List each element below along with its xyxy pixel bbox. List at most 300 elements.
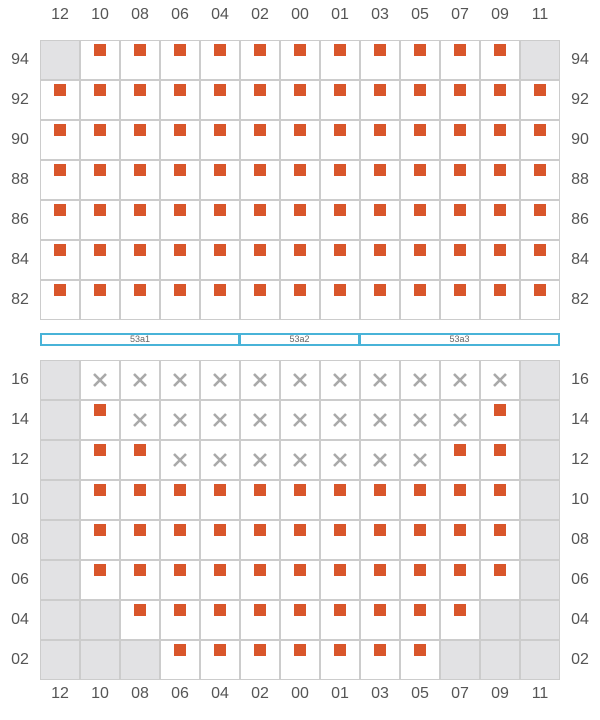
seat-unavailable-16-03: [361, 361, 399, 399]
square-seat-icon: [214, 604, 226, 616]
seat-04-07[interactable]: [441, 601, 479, 639]
seat-06-03[interactable]: [361, 561, 399, 599]
seat-82-06[interactable]: [161, 281, 199, 319]
seat-08-06[interactable]: [161, 521, 199, 559]
seat-unavailable-16-07: [441, 361, 479, 399]
square-seat-icon: [134, 164, 146, 176]
seat-94-01[interactable]: [321, 41, 359, 79]
blocked-cell: [521, 641, 559, 679]
square-seat-icon: [214, 284, 226, 296]
seat-90-08[interactable]: [121, 121, 159, 159]
seat-10-00[interactable]: [281, 481, 319, 519]
blocked-cell: [521, 481, 559, 519]
seat-92-11[interactable]: [521, 81, 559, 119]
row-label-86: 86: [11, 211, 29, 228]
seat-94-09[interactable]: [481, 41, 519, 79]
x-mark-icon: [253, 413, 267, 427]
seat-08-05[interactable]: [401, 521, 439, 559]
blocked-cell: [41, 361, 79, 399]
seat-unavailable-12-04: [201, 441, 239, 479]
square-seat-icon: [334, 204, 346, 216]
row-label-04: 04: [11, 611, 29, 628]
seat-04-06[interactable]: [161, 601, 199, 639]
seat-92-12[interactable]: [41, 81, 79, 119]
seat-92-06[interactable]: [161, 81, 199, 119]
seat-90-05[interactable]: [401, 121, 439, 159]
square-seat-icon: [174, 204, 186, 216]
row-label-08: 08: [571, 531, 589, 548]
seat-92-08[interactable]: [121, 81, 159, 119]
column-label-12: 12: [51, 6, 69, 23]
seat-02-05[interactable]: [401, 641, 439, 679]
seat-82-03[interactable]: [361, 281, 399, 319]
seat-08-02[interactable]: [241, 521, 279, 559]
square-seat-icon: [294, 44, 306, 56]
seat-04-03[interactable]: [361, 601, 399, 639]
row-label-84: 84: [11, 251, 29, 268]
seat-02-02[interactable]: [241, 641, 279, 679]
seat-90-02[interactable]: [241, 121, 279, 159]
x-mark-icon: [333, 373, 347, 387]
seat-90-01[interactable]: [321, 121, 359, 159]
seat-12-10[interactable]: [81, 441, 119, 479]
seat-94-10[interactable]: [81, 41, 119, 79]
seat-12-07[interactable]: [441, 441, 479, 479]
square-seat-icon: [374, 84, 386, 96]
seat-86-00[interactable]: [281, 201, 319, 239]
seat-unavailable-12-05: [401, 441, 439, 479]
column-label-03: 03: [371, 685, 389, 702]
row-label-88: 88: [11, 171, 29, 188]
seat-92-01[interactable]: [321, 81, 359, 119]
seat-86-09[interactable]: [481, 201, 519, 239]
section-tab-53a1[interactable]: 53a1: [40, 333, 240, 346]
seat-88-02[interactable]: [241, 161, 279, 199]
square-seat-icon: [54, 84, 66, 96]
seat-unavailable-16-09: [481, 361, 519, 399]
square-seat-icon: [494, 484, 506, 496]
seat-84-06[interactable]: [161, 241, 199, 279]
seat-unavailable-14-00: [281, 401, 319, 439]
seat-04-00[interactable]: [281, 601, 319, 639]
seat-08-10[interactable]: [81, 521, 119, 559]
seat-82-10[interactable]: [81, 281, 119, 319]
x-mark-icon: [293, 413, 307, 427]
seat-92-00[interactable]: [281, 81, 319, 119]
seat-92-03[interactable]: [361, 81, 399, 119]
column-label-07: 07: [451, 6, 469, 23]
seat-82-12[interactable]: [41, 281, 79, 319]
square-seat-icon: [254, 644, 266, 656]
seat-10-10[interactable]: [81, 481, 119, 519]
seat-82-08[interactable]: [121, 281, 159, 319]
square-seat-icon: [374, 244, 386, 256]
square-seat-icon: [454, 564, 466, 576]
square-seat-icon: [414, 644, 426, 656]
seat-12-08[interactable]: [121, 441, 159, 479]
seat-88-11[interactable]: [521, 161, 559, 199]
seat-02-01[interactable]: [321, 641, 359, 679]
square-seat-icon: [94, 524, 106, 536]
square-seat-icon: [134, 204, 146, 216]
column-label-06: 06: [171, 685, 189, 702]
seat-86-03[interactable]: [361, 201, 399, 239]
square-seat-icon: [54, 284, 66, 296]
seat-90-11[interactable]: [521, 121, 559, 159]
square-seat-icon: [334, 524, 346, 536]
seat-unavailable-16-10: [81, 361, 119, 399]
column-label-04: 04: [211, 6, 229, 23]
seat-92-09[interactable]: [481, 81, 519, 119]
x-mark-icon: [133, 413, 147, 427]
square-seat-icon: [494, 44, 506, 56]
row-label-04: 04: [571, 611, 589, 628]
square-seat-icon: [334, 44, 346, 56]
row-label-82: 82: [11, 291, 29, 308]
square-seat-icon: [254, 44, 266, 56]
column-label-02: 02: [251, 6, 269, 23]
square-seat-icon: [254, 84, 266, 96]
seat-08-01[interactable]: [321, 521, 359, 559]
seat-88-07[interactable]: [441, 161, 479, 199]
seat-02-03[interactable]: [361, 641, 399, 679]
square-seat-icon: [374, 604, 386, 616]
square-seat-icon: [254, 204, 266, 216]
row-label-12: 12: [571, 451, 589, 468]
x-mark-icon: [413, 373, 427, 387]
seat-10-05[interactable]: [401, 481, 439, 519]
seat-92-02[interactable]: [241, 81, 279, 119]
seat-94-03[interactable]: [361, 41, 399, 79]
seat-86-06[interactable]: [161, 201, 199, 239]
seat-02-00[interactable]: [281, 641, 319, 679]
seat-84-09[interactable]: [481, 241, 519, 279]
blocked-cell: [41, 401, 79, 439]
square-seat-icon: [94, 484, 106, 496]
x-mark-icon: [213, 453, 227, 467]
x-mark-icon: [293, 453, 307, 467]
square-seat-icon: [174, 244, 186, 256]
square-seat-icon: [94, 244, 106, 256]
seat-06-07[interactable]: [441, 561, 479, 599]
seat-84-04[interactable]: [201, 241, 239, 279]
seat-90-07[interactable]: [441, 121, 479, 159]
square-seat-icon: [334, 284, 346, 296]
seat-94-07[interactable]: [441, 41, 479, 79]
square-seat-icon: [374, 164, 386, 176]
seat-94-04[interactable]: [201, 41, 239, 79]
square-seat-icon: [494, 444, 506, 456]
seat-86-02[interactable]: [241, 201, 279, 239]
seat-86-10[interactable]: [81, 201, 119, 239]
square-seat-icon: [294, 84, 306, 96]
seat-84-05[interactable]: [401, 241, 439, 279]
column-label-08: 08: [131, 685, 149, 702]
square-seat-icon: [494, 284, 506, 296]
seat-08-03[interactable]: [361, 521, 399, 559]
seat-84-03[interactable]: [361, 241, 399, 279]
square-seat-icon: [214, 124, 226, 136]
square-seat-icon: [214, 524, 226, 536]
seat-08-08[interactable]: [121, 521, 159, 559]
square-seat-icon: [374, 124, 386, 136]
row-label-88: 88: [571, 171, 589, 188]
square-seat-icon: [94, 204, 106, 216]
seat-10-06[interactable]: [161, 481, 199, 519]
seat-88-12[interactable]: [41, 161, 79, 199]
seat-82-04[interactable]: [201, 281, 239, 319]
square-seat-icon: [294, 204, 306, 216]
seat-82-11[interactable]: [521, 281, 559, 319]
seat-08-04[interactable]: [201, 521, 239, 559]
square-seat-icon: [94, 164, 106, 176]
seat-86-11[interactable]: [521, 201, 559, 239]
seat-82-09[interactable]: [481, 281, 519, 319]
column-label-03: 03: [371, 6, 389, 23]
section-tab-53a2[interactable]: 53a2: [239, 333, 360, 346]
square-seat-icon: [454, 284, 466, 296]
x-mark-icon: [413, 453, 427, 467]
square-seat-icon: [494, 404, 506, 416]
square-seat-icon: [134, 524, 146, 536]
square-seat-icon: [174, 484, 186, 496]
x-mark-icon: [373, 373, 387, 387]
seat-88-01[interactable]: [321, 161, 359, 199]
seat-06-08[interactable]: [121, 561, 159, 599]
seat-90-00[interactable]: [281, 121, 319, 159]
square-seat-icon: [334, 244, 346, 256]
square-seat-icon: [534, 164, 546, 176]
seat-14-09[interactable]: [481, 401, 519, 439]
seat-82-07[interactable]: [441, 281, 479, 319]
seat-82-01[interactable]: [321, 281, 359, 319]
seat-86-12[interactable]: [41, 201, 79, 239]
square-seat-icon: [94, 44, 106, 56]
seat-94-02[interactable]: [241, 41, 279, 79]
seat-88-03[interactable]: [361, 161, 399, 199]
square-seat-icon: [454, 444, 466, 456]
seat-06-10[interactable]: [81, 561, 119, 599]
seat-94-05[interactable]: [401, 41, 439, 79]
seat-92-10[interactable]: [81, 81, 119, 119]
seat-84-01[interactable]: [321, 241, 359, 279]
seat-92-05[interactable]: [401, 81, 439, 119]
blocked-cell: [81, 601, 119, 639]
seat-04-08[interactable]: [121, 601, 159, 639]
square-seat-icon: [534, 204, 546, 216]
seat-94-06[interactable]: [161, 41, 199, 79]
square-seat-icon: [414, 564, 426, 576]
square-seat-icon: [254, 244, 266, 256]
seat-84-11[interactable]: [521, 241, 559, 279]
seat-unavailable-12-06: [161, 441, 199, 479]
seat-06-01[interactable]: [321, 561, 359, 599]
square-seat-icon: [294, 564, 306, 576]
seat-06-02[interactable]: [241, 561, 279, 599]
square-seat-icon: [414, 44, 426, 56]
square-seat-icon: [414, 164, 426, 176]
seat-04-02[interactable]: [241, 601, 279, 639]
seat-86-07[interactable]: [441, 201, 479, 239]
row-label-02: 02: [11, 651, 29, 668]
square-seat-icon: [134, 44, 146, 56]
square-seat-icon: [454, 84, 466, 96]
column-label-08: 08: [131, 6, 149, 23]
square-seat-icon: [494, 244, 506, 256]
seat-84-07[interactable]: [441, 241, 479, 279]
seat-04-04[interactable]: [201, 601, 239, 639]
seat-92-04[interactable]: [201, 81, 239, 119]
seat-08-07[interactable]: [441, 521, 479, 559]
section-tab-53a3[interactable]: 53a3: [359, 333, 560, 346]
seat-unavailable-14-06: [161, 401, 199, 439]
square-seat-icon: [534, 244, 546, 256]
seat-08-09[interactable]: [481, 521, 519, 559]
x-mark-icon: [493, 373, 507, 387]
square-seat-icon: [254, 564, 266, 576]
seat-86-01[interactable]: [321, 201, 359, 239]
column-label-06: 06: [171, 6, 189, 23]
seat-unavailable-12-01: [321, 441, 359, 479]
seat-86-05[interactable]: [401, 201, 439, 239]
seat-86-04[interactable]: [201, 201, 239, 239]
seat-88-10[interactable]: [81, 161, 119, 199]
seat-84-10[interactable]: [81, 241, 119, 279]
seat-94-08[interactable]: [121, 41, 159, 79]
column-label-00: 00: [291, 6, 309, 23]
row-label-06: 06: [11, 571, 29, 588]
square-seat-icon: [414, 284, 426, 296]
x-mark-icon: [333, 413, 347, 427]
square-seat-icon: [454, 484, 466, 496]
x-mark-icon: [133, 373, 147, 387]
row-label-16: 16: [571, 371, 589, 388]
square-seat-icon: [334, 644, 346, 656]
seat-90-09[interactable]: [481, 121, 519, 159]
square-seat-icon: [334, 484, 346, 496]
x-mark-icon: [373, 453, 387, 467]
square-seat-icon: [174, 604, 186, 616]
seat-88-09[interactable]: [481, 161, 519, 199]
column-label-01: 01: [331, 6, 349, 23]
square-seat-icon: [374, 204, 386, 216]
seat-unavailable-16-04: [201, 361, 239, 399]
seat-84-02[interactable]: [241, 241, 279, 279]
seat-90-03[interactable]: [361, 121, 399, 159]
square-seat-icon: [174, 84, 186, 96]
square-seat-icon: [334, 604, 346, 616]
seat-10-01[interactable]: [321, 481, 359, 519]
column-label-10: 10: [91, 685, 109, 702]
square-seat-icon: [214, 204, 226, 216]
square-seat-icon: [454, 524, 466, 536]
square-seat-icon: [374, 284, 386, 296]
seat-06-00[interactable]: [281, 561, 319, 599]
square-seat-icon: [414, 244, 426, 256]
seat-84-12[interactable]: [41, 241, 79, 279]
square-seat-icon: [134, 84, 146, 96]
seat-82-02[interactable]: [241, 281, 279, 319]
seat-06-04[interactable]: [201, 561, 239, 599]
row-label-14: 14: [571, 411, 589, 428]
blocked-cell: [521, 601, 559, 639]
square-seat-icon: [54, 204, 66, 216]
square-seat-icon: [94, 564, 106, 576]
seat-84-08[interactable]: [121, 241, 159, 279]
row-label-10: 10: [11, 491, 29, 508]
x-mark-icon: [213, 413, 227, 427]
square-seat-icon: [454, 604, 466, 616]
column-label-04: 04: [211, 685, 229, 702]
square-seat-icon: [174, 564, 186, 576]
seat-88-08[interactable]: [121, 161, 159, 199]
square-seat-icon: [134, 484, 146, 496]
seat-unavailable-16-00: [281, 361, 319, 399]
seat-08-00[interactable]: [281, 521, 319, 559]
square-seat-icon: [374, 484, 386, 496]
seat-06-09[interactable]: [481, 561, 519, 599]
square-seat-icon: [414, 604, 426, 616]
seat-90-06[interactable]: [161, 121, 199, 159]
seat-04-01[interactable]: [321, 601, 359, 639]
blocked-cell: [41, 561, 79, 599]
seat-12-09[interactable]: [481, 441, 519, 479]
seat-10-07[interactable]: [441, 481, 479, 519]
seat-10-08[interactable]: [121, 481, 159, 519]
seat-10-03[interactable]: [361, 481, 399, 519]
seat-82-05[interactable]: [401, 281, 439, 319]
seat-86-08[interactable]: [121, 201, 159, 239]
seat-10-04[interactable]: [201, 481, 239, 519]
square-seat-icon: [494, 84, 506, 96]
seat-84-00[interactable]: [281, 241, 319, 279]
seat-06-06[interactable]: [161, 561, 199, 599]
seat-10-02[interactable]: [241, 481, 279, 519]
seat-92-07[interactable]: [441, 81, 479, 119]
x-mark-icon: [213, 373, 227, 387]
seat-90-10[interactable]: [81, 121, 119, 159]
seat-02-06[interactable]: [161, 641, 199, 679]
seat-unavailable-14-04: [201, 401, 239, 439]
seat-10-09[interactable]: [481, 481, 519, 519]
seat-88-06[interactable]: [161, 161, 199, 199]
seat-88-05[interactable]: [401, 161, 439, 199]
blocked-cell: [41, 521, 79, 559]
blocked-cell: [41, 441, 79, 479]
square-seat-icon: [454, 164, 466, 176]
seat-14-10[interactable]: [81, 401, 119, 439]
column-label-09: 09: [491, 6, 509, 23]
seat-90-12[interactable]: [41, 121, 79, 159]
seat-02-04[interactable]: [201, 641, 239, 679]
square-seat-icon: [54, 244, 66, 256]
seat-82-00[interactable]: [281, 281, 319, 319]
row-label-12: 12: [11, 451, 29, 468]
square-seat-icon: [334, 124, 346, 136]
seat-04-05[interactable]: [401, 601, 439, 639]
square-seat-icon: [534, 284, 546, 296]
seat-94-00[interactable]: [281, 41, 319, 79]
square-seat-icon: [294, 524, 306, 536]
square-seat-icon: [294, 244, 306, 256]
seat-90-04[interactable]: [201, 121, 239, 159]
square-seat-icon: [254, 284, 266, 296]
square-seat-icon: [54, 164, 66, 176]
column-label-10: 10: [91, 6, 109, 23]
seat-88-04[interactable]: [201, 161, 239, 199]
seat-88-00[interactable]: [281, 161, 319, 199]
seat-06-05[interactable]: [401, 561, 439, 599]
